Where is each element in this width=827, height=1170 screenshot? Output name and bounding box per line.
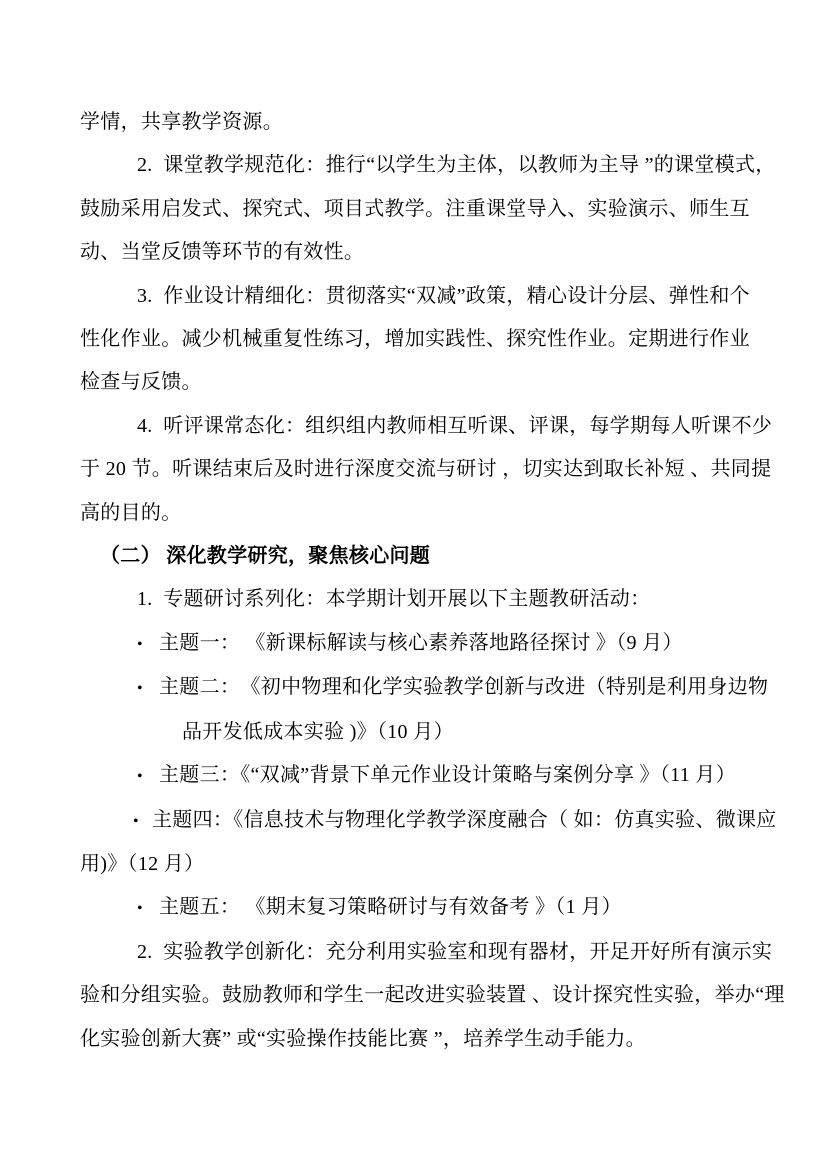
text-line: 2. 课堂教学规范化：推行“以学生为主体，以教师为主导 ”的课堂模式， (137, 154, 776, 177)
bullet-list-item (80, 622, 748, 666)
text-line: 学情，共享教学资源。 (80, 111, 283, 133)
document-page (80, 101, 785, 1061)
bullet-icon: • (137, 680, 143, 698)
text-line: 化实验创新大赛” 或“实验操作技能比赛 ”，培养学生动手能力。 (80, 1027, 646, 1050)
bullet-item-text: 主题四：《信息技术与物理化学教学深度融合（ 如：仿真实验、微课应 (152, 808, 777, 831)
bullet-icon: • (133, 812, 139, 830)
text-line: 3. 作业设计精细化：贯彻落实“双减”政策，精心设计分层、弹性和个 (137, 284, 750, 307)
text-line: 鼓励采用启发式、探究式、项目式教学。注重课堂导入、实验演示、师生互 (80, 197, 750, 220)
text-line: 2. 实验教学创新化：充分利用实验室和现有器材，开足开好所有演示实 (137, 940, 773, 963)
section-heading: （二） 深化教学研究，聚焦核心问题 (100, 545, 431, 568)
text-line: 4. 听评课常态化：组织组内教师相互听课、评课，每学期每人听课不少 (137, 414, 773, 437)
bullet-item-text: 主题一： 《新课标解读与核心素养落地路径探讨 》（9 月） (159, 631, 683, 654)
bullet-icon: • (137, 900, 143, 918)
bullet-list-item (80, 754, 748, 798)
bullet-list-item (80, 886, 748, 930)
bullet-icon: • (137, 768, 143, 786)
bullet-item-text: 主题三：《“双减”背景下单元作业设计策略与案例分享 》（11 月） (159, 764, 736, 787)
text-line: 品开发低成本实验 )》（10 月） (182, 720, 454, 743)
text-line: 验和分组实验。鼓励教师和学生一起改进实验装置 、设计探究性实验，举办“理 (80, 984, 785, 1007)
text-line: 性化作业。减少机械重复性练习，增加实践性、探究性作业。定期进行作业 (80, 328, 750, 351)
text-line: 高的目的。 (80, 501, 182, 524)
text-line: 用)》（12 月） (80, 852, 205, 875)
bullet-list-item (80, 666, 769, 710)
text-line: 1. 专题研讨系列化：本学期计划开展以下主题教研活动： (137, 588, 651, 611)
bullet-icon: • (137, 635, 143, 653)
bullet-item-text: 主题二： 《初中物理和化学实验教学创新与改进（特别是利用身边物 (159, 676, 769, 699)
bullet-item-text: 主题五： 《期末复习策略研讨与有效备考 》（1 月） (159, 896, 622, 919)
bullet-list-item (80, 799, 777, 843)
text-line: 检查与反馈。 (80, 371, 202, 394)
text-line: 动、当堂反馈等环节的有效性。 (80, 241, 365, 264)
text-line: 于 20 节。听课结束后及时进行深度交流与研讨 ，切实达到取长补短 、共同提 (80, 458, 772, 481)
